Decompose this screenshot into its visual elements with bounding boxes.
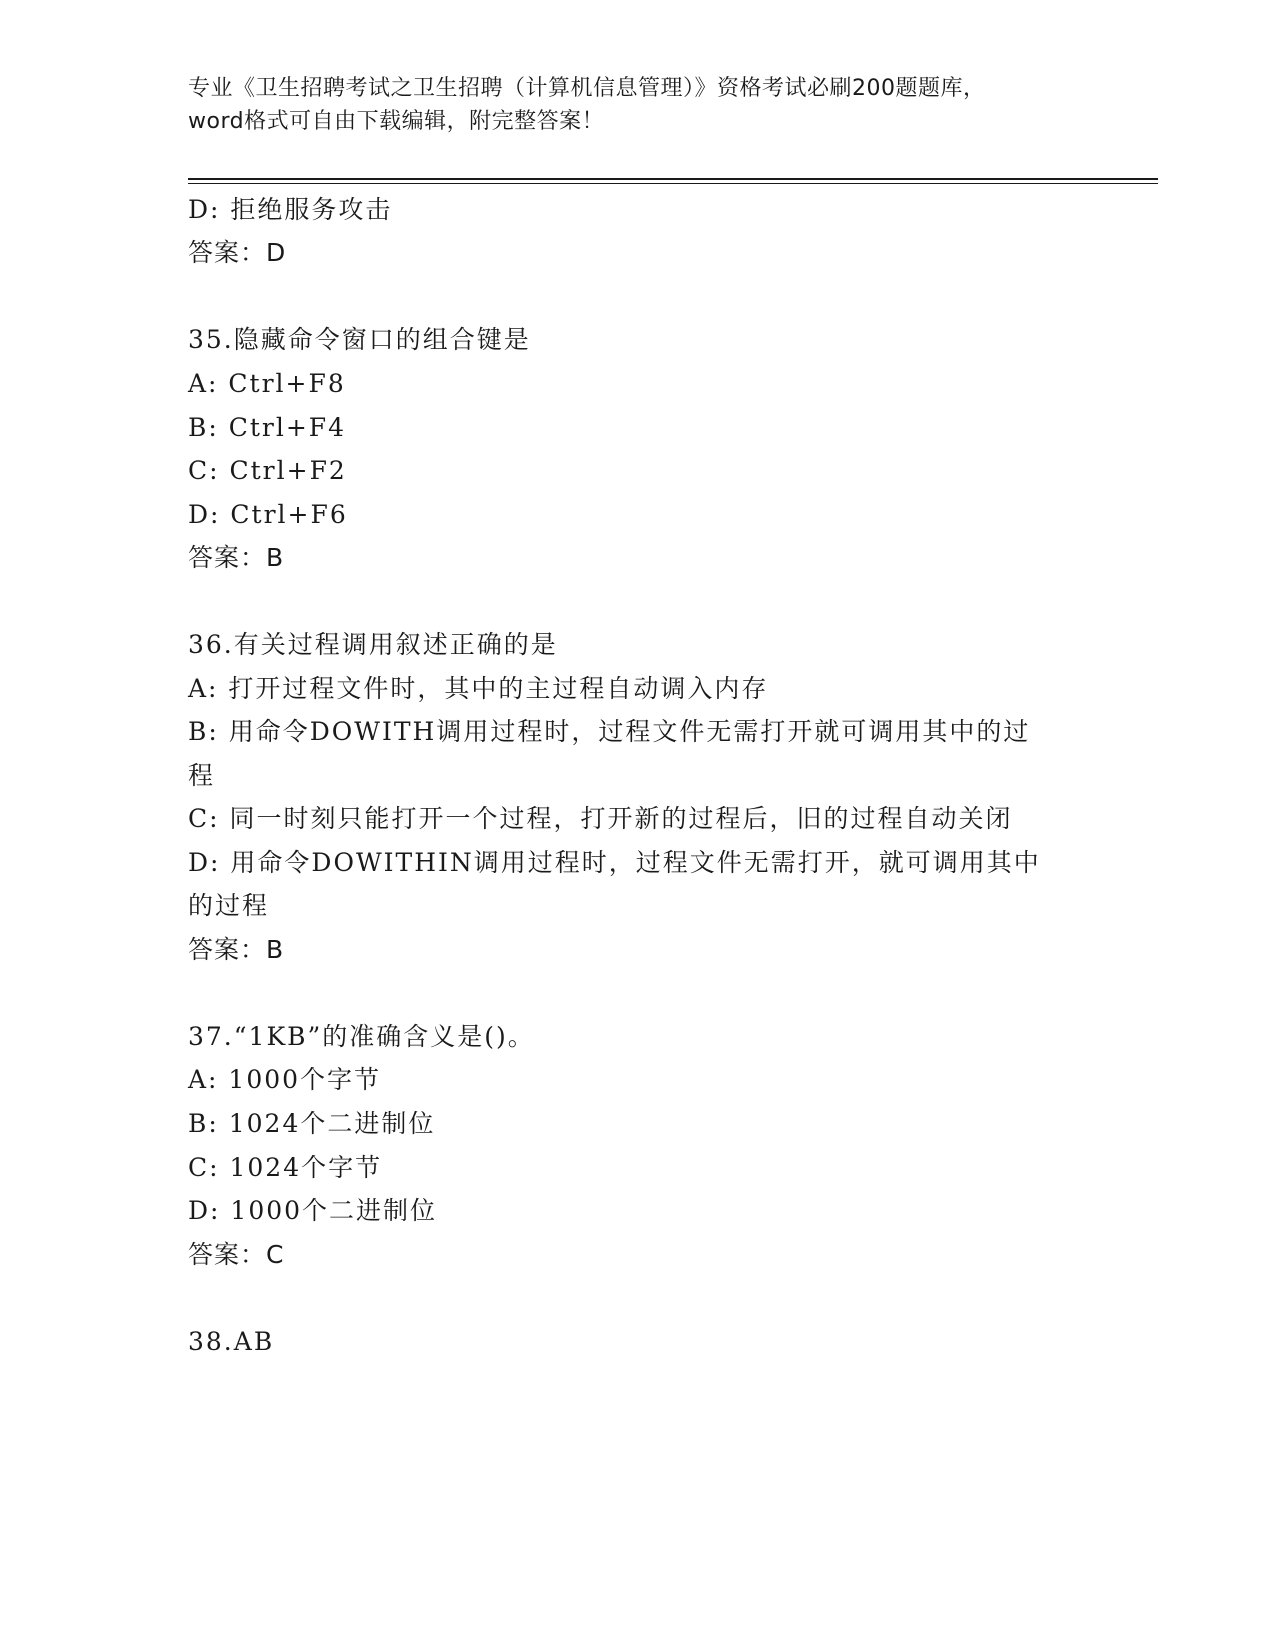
- header-divider-thick: [188, 178, 1158, 180]
- q36-option-b-line1: B: 用命令DOWITH调用过程时，过程文件无需打开就可调用其中的过: [188, 717, 1031, 746]
- q36-option-b-line2: 程: [188, 761, 216, 790]
- q36-answer: 答案：B: [188, 935, 285, 964]
- q37-option-a: A: 1000个字节: [188, 1065, 382, 1094]
- page-header: [188, 72, 1088, 138]
- q37-option-b: B: 1024个二进制位: [188, 1109, 436, 1138]
- q35-option-c: C: Ctrl+F2: [188, 456, 347, 485]
- q34-option-d: D: 拒绝服务攻击: [188, 195, 393, 224]
- q37-option-d: D: 1000个二进制位: [188, 1196, 438, 1225]
- q38-question: 38.AB: [188, 1327, 275, 1356]
- q35-option-b: B: Ctrl+F4: [188, 413, 347, 442]
- q35-option-d: D: Ctrl+F6: [188, 500, 348, 529]
- q36-option-a: A: 打开过程文件时，其中的主过程自动调入内存: [188, 674, 769, 703]
- header-line-2: word格式可自由下载编辑，附完整答案！: [188, 109, 605, 134]
- q34-answer: 答案：D: [188, 238, 287, 267]
- q36-option-d-line1: D: 用命令DOWITHIN调用过程时，过程文件无需打开，就可调用其中: [188, 848, 1041, 877]
- q37-question: 37.“1KB”的准确含义是()。: [188, 1022, 535, 1051]
- q35-option-a: A: Ctrl+F8: [188, 369, 346, 398]
- q37-option-c: C: 1024个字节: [188, 1153, 383, 1182]
- header-line-1: 专业《卫生招聘考试之卫生招聘（计算机信息管理）》资格考试必刷200题题库，: [188, 76, 986, 101]
- q36-option-c: C: 同一时刻只能打开一个过程，打开新的过程后，旧的过程自动关闭: [188, 804, 1013, 833]
- q36-option-d-line2: 的过程: [188, 891, 270, 920]
- q35-answer: 答案：B: [188, 543, 285, 572]
- header-divider-thin: [188, 183, 1158, 184]
- q36-question: 36.有关过程调用叙述正确的是: [188, 630, 558, 659]
- q35-question: 35.隐藏命令窗口的组合键是: [188, 325, 531, 354]
- q37-answer: 答案：C: [188, 1240, 285, 1269]
